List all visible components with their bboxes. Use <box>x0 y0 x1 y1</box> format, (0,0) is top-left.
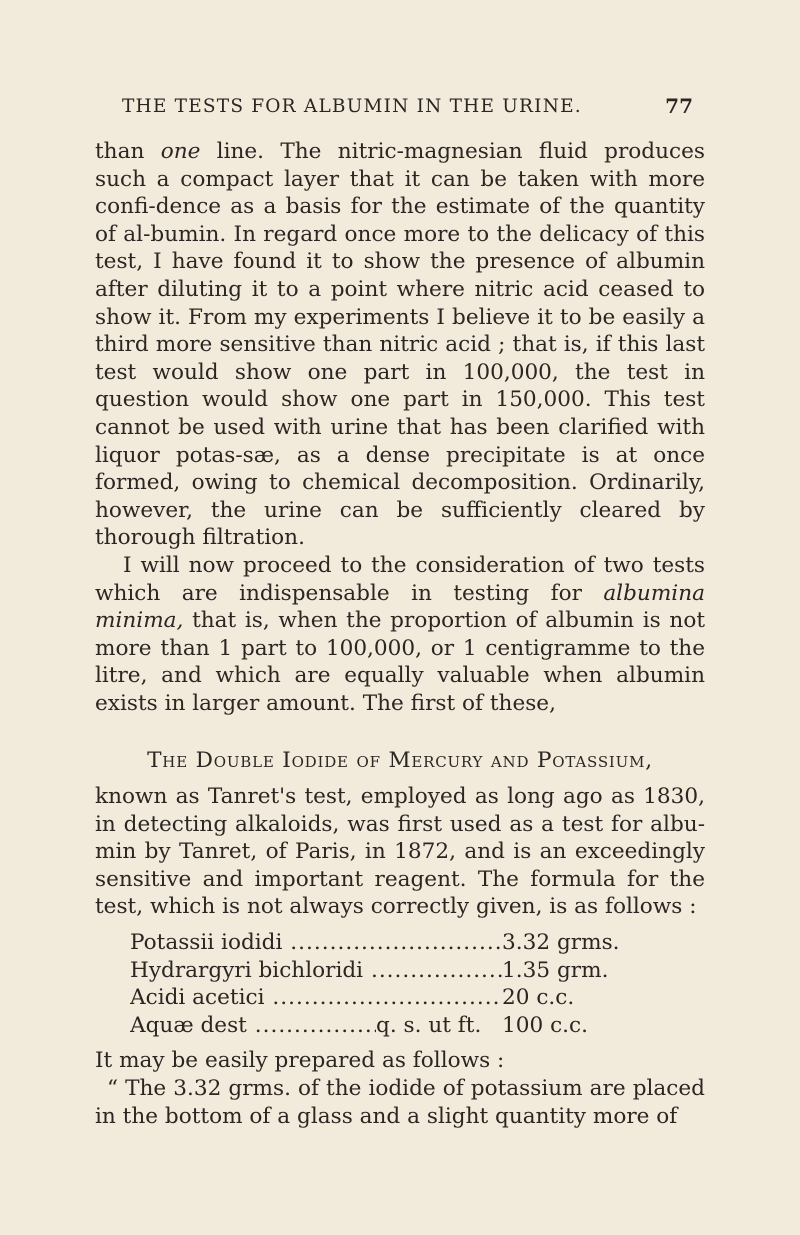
formula-ingredient: Potassii iodidi ..... <box>130 929 502 957</box>
page-number: 77 <box>665 94 693 118</box>
formula-row <box>130 984 705 1012</box>
paragraph-text: that is, when the proportion of albumin is not more than 1 part to 100,000, or 1 centigramme to the litre, and which are equally valuable when albumin exists in larger amount. The first of these, <box>95 608 705 716</box>
paragraph-tanret-test: known as Tanret's test, employed as long ago as 1830, in detecting alkaloids, was first used as a test for albu-min by Tanret, of Paris, in 1872, and is an exceedingly sensitive and important reagent. The formula for the test, which is not always correctly given, is as follows : <box>95 784 705 920</box>
paragraph-text: line. The nitric-magnesian fluid produces such a compact layer that it can be taken with more confi-dence as a basis for the estimate of the quantity of al-bumin. In regard once more to the delicacy of this test, I have found it to show the presence of albumin after diluting it to a point where nitric acid ceased to show it. From my experiments I believe it to be easily a third more sensitive than nitric acid ; that is, if this last test would show one part in 100,000, the test in question would show one part in 150,000. This test cannot be used with urine that has been clarified with liquor potas-sæ, as a dense precipitate is at once formed, owing to chemical decomposition. Ordinarily, however, the urine can be sufficiently cleared by thorough filtration. <box>95 139 705 551</box>
section-heading: The Double Iodide of Mercury and Potassium, <box>147 748 653 774</box>
paragraph-preparation: It may be easily prepared as follows : <box>95 1048 505 1074</box>
paragraph-text: I will now proceed to the consideration of two tests which are indispensable in testing for <box>95 552 705 606</box>
running-head <box>95 96 705 122</box>
formula-quantity: 3.32 grms. <box>502 930 620 956</box>
paragraph-text: than <box>95 139 161 164</box>
paragraph-continuation <box>95 138 705 552</box>
formula-instruction: q. s. ut ft. <box>376 1012 482 1038</box>
formula-ingredient: Aquæ dest ..... <box>130 1012 376 1040</box>
formula-quantity: 100 c.c. <box>502 1012 588 1038</box>
formula-row <box>130 1012 705 1040</box>
emphasis-text: albumina minima, <box>95 580 705 634</box>
emphasis-text: one <box>160 139 201 164</box>
running-head-title: THE TESTS FOR ALBUMIN IN THE URINE. <box>122 96 582 117</box>
paragraph-tests-introduction <box>95 552 705 718</box>
formula-ingredient: Hydrargyri bichloridi ..... <box>130 957 502 985</box>
formula-quantity: 20 c.c. <box>502 985 575 1011</box>
formula-row <box>130 929 705 957</box>
formula-row <box>130 957 705 985</box>
formula-quantity: 1.35 grm. <box>502 957 609 983</box>
paragraph-quoted-method: “ The 3.32 grms. of the iodide of potassium are placed in the bottom of a glass and a slight quantity more of <box>95 1076 705 1129</box>
body-text <box>95 138 705 1130</box>
formula-list <box>95 929 705 1039</box>
formula-ingredient: Acidi acetici ..... <box>130 984 502 1012</box>
